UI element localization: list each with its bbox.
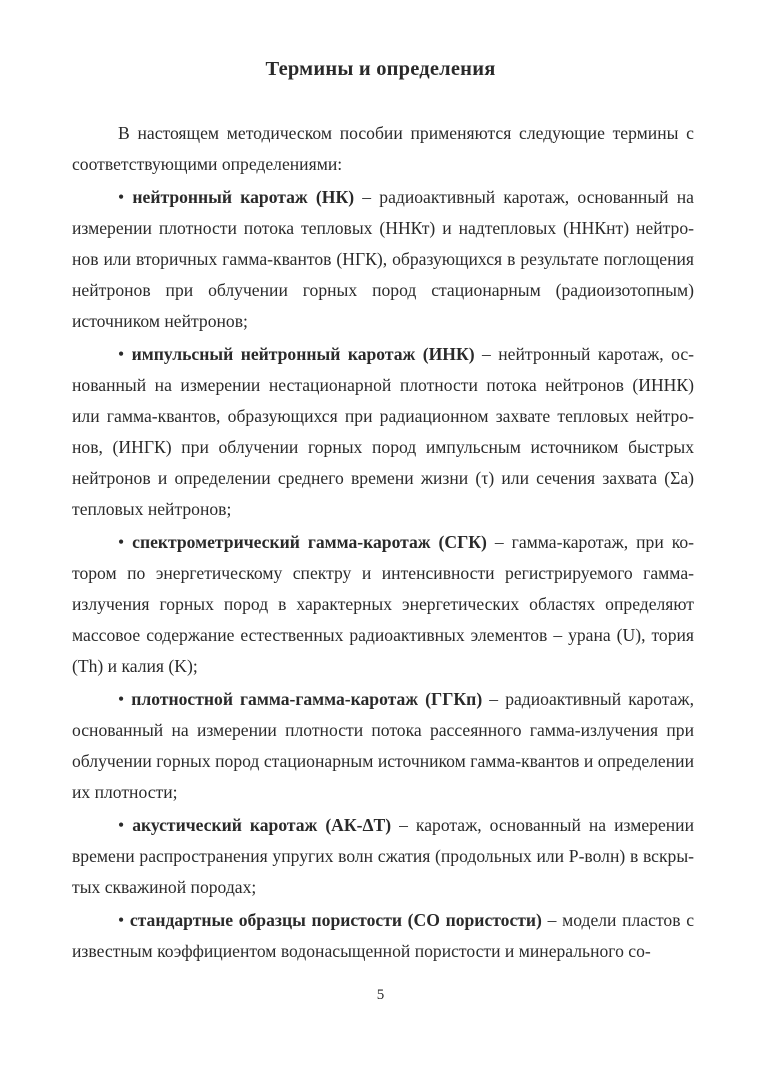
bullet-mark: • <box>118 532 125 552</box>
intro-paragraph: В настоящем методическом пособии применяются следующие термины с соответствующими определениями: <box>72 123 694 174</box>
bullet-mark: • <box>118 910 125 930</box>
definition-text: – радиоактивный каротаж, основанный на измерении плотности потока рассеянного гамма-излучения при облучении горных пород стационарным источником гамма-квантов и определении их плотности; <box>72 689 694 802</box>
page-title: Термины и определения <box>265 58 496 80</box>
definition-paragraph <box>72 810 694 903</box>
definition-text: – гамма-каротаж, при котором по энергетическому спектру и интенсивности регистрируемого гамма-излучения горных пород в характерных энергетических областях определяют массовое содержание естественных радиоактивных элементов – урана (U), тория (Th) и калия (K); <box>72 532 695 676</box>
document-body <box>72 118 694 969</box>
bullet-mark: • <box>118 187 125 207</box>
definition-text: – модели пластов с известным коэффициентом водонасыщенной пористости и минерального со- <box>72 910 695 961</box>
definition-text: – нейтронный каротаж, основанный на измерении нестационарной плотности потока нейтронов (ИННК) или гамма-квантов, образующихся при радиационном захвате тепловых нейтронов, (ИНГК) при облучении горных пород импульсным источником быстрых нейтронов и определении среднего времени жизни (τ) или сечения захвата (Σа) тепловых нейтронов; <box>72 344 695 519</box>
definition-term: спектрометрический гамма-каротаж (СГК) <box>132 532 487 552</box>
definition-text: – радиоактивный каротаж, основанный на измерении плотности потока тепловых (ННКт) и надтепловых (ННКнт) нейтронов или вторичных гамма-квантов (НГК), образующихся в результате поглощения нейтронов при облучении горных пород стационарным (радиоизотопным) источником нейтронов; <box>72 187 694 331</box>
definition-paragraph <box>72 339 694 525</box>
definition-text: – каротаж, основанный на измерении времени распространения упругих волн сжатия (продольных или Р-волн) в вскрытых скважиной породах; <box>72 815 694 897</box>
bullet-mark: • <box>118 689 125 709</box>
page-number: 5 <box>376 987 385 1003</box>
definition-paragraph <box>72 182 694 337</box>
definition-term: плотностной гамма-гамма-каротаж (ГГКп) <box>131 689 483 709</box>
definition-term: нейтронный каротаж (НК) <box>132 187 355 207</box>
definition-paragraph <box>72 527 694 682</box>
definition-term: импульсный нейтронный каротаж (ИНК) <box>131 344 475 364</box>
definition-term: акустический каротаж (АК-ΔТ) <box>132 815 392 835</box>
definition-term: стандартные образцы пористости (СО пористости) <box>129 910 542 930</box>
definition-paragraph <box>72 684 694 808</box>
bullet-mark: • <box>118 344 125 364</box>
bullet-mark: • <box>118 815 125 835</box>
definition-paragraph <box>72 905 694 967</box>
